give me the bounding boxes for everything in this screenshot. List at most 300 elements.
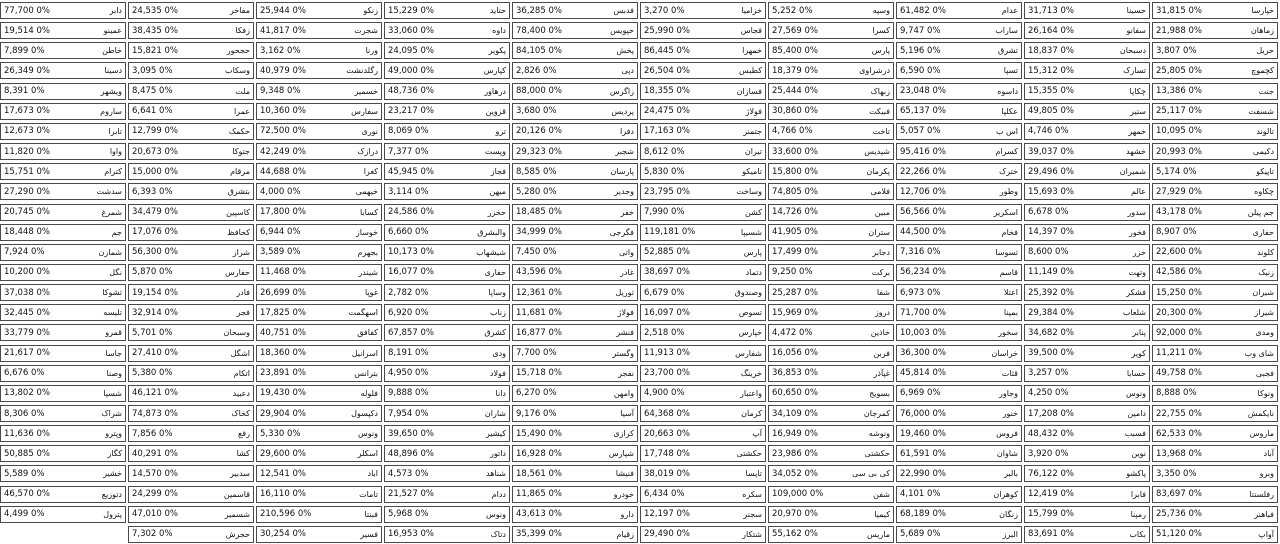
symbol-cell[interactable] bbox=[1152, 163, 1278, 180]
symbol-cell[interactable] bbox=[0, 183, 126, 200]
symbol-value-group bbox=[900, 86, 949, 96]
symbol-cell[interactable] bbox=[768, 103, 894, 120]
symbol-cell[interactable] bbox=[768, 365, 894, 382]
symbol-cell[interactable] bbox=[256, 264, 382, 281]
symbol-cell[interactable] bbox=[896, 143, 1022, 160]
symbol-cell[interactable] bbox=[1152, 365, 1278, 382]
symbol-cell[interactable] bbox=[512, 224, 638, 241]
symbol-cell[interactable] bbox=[1024, 385, 1150, 402]
symbol-cell[interactable] bbox=[896, 425, 1022, 442]
symbol-cell[interactable] bbox=[384, 445, 510, 462]
symbol-cell[interactable] bbox=[384, 304, 510, 321]
symbol-cell[interactable] bbox=[1152, 385, 1278, 402]
symbol-cell[interactable] bbox=[128, 385, 254, 402]
symbol-cell[interactable] bbox=[0, 244, 126, 261]
symbol-cell[interactable] bbox=[384, 22, 510, 39]
symbol-cell[interactable] bbox=[1152, 62, 1278, 79]
symbol-cell[interactable] bbox=[768, 385, 894, 402]
symbol-cell[interactable] bbox=[512, 445, 638, 462]
symbol-cell[interactable] bbox=[768, 425, 894, 442]
symbol-cell[interactable] bbox=[384, 123, 510, 140]
symbol-cell[interactable] bbox=[896, 103, 1022, 120]
symbol-cell[interactable] bbox=[1152, 405, 1278, 422]
symbol-cell[interactable] bbox=[0, 324, 126, 341]
symbol-cell[interactable] bbox=[0, 123, 126, 140]
symbol-cell[interactable] bbox=[128, 284, 254, 301]
symbol-cell[interactable] bbox=[0, 224, 126, 241]
symbol-cell[interactable] bbox=[640, 204, 766, 221]
symbol-cell[interactable] bbox=[1024, 506, 1150, 523]
symbol-cell[interactable] bbox=[1152, 22, 1278, 39]
symbol-value-group bbox=[900, 449, 949, 459]
symbol-cell[interactable] bbox=[640, 42, 766, 59]
symbol-cell[interactable] bbox=[1024, 365, 1150, 382]
symbol-cell[interactable] bbox=[256, 204, 382, 221]
symbol-cell[interactable] bbox=[0, 2, 126, 19]
symbol-cell[interactable] bbox=[768, 244, 894, 261]
symbol-cell[interactable] bbox=[384, 486, 510, 503]
symbol-cell[interactable] bbox=[0, 163, 126, 180]
symbol-cell[interactable] bbox=[1152, 506, 1278, 523]
symbol-cell[interactable] bbox=[512, 123, 638, 140]
symbol-cell[interactable] bbox=[256, 62, 382, 79]
symbol-cell[interactable] bbox=[512, 22, 638, 39]
symbol-cell[interactable] bbox=[256, 425, 382, 442]
symbol-cell[interactable] bbox=[896, 465, 1022, 482]
symbol-cell[interactable] bbox=[1152, 183, 1278, 200]
symbol-cell[interactable] bbox=[128, 183, 254, 200]
symbol-cell[interactable] bbox=[768, 345, 894, 362]
symbol-cell[interactable] bbox=[1152, 284, 1278, 301]
symbol-cell[interactable] bbox=[0, 445, 126, 462]
symbol-cell[interactable] bbox=[256, 2, 382, 19]
symbol-cell[interactable] bbox=[0, 204, 126, 221]
symbol-cell[interactable] bbox=[768, 486, 894, 503]
symbol-cell[interactable] bbox=[128, 22, 254, 39]
symbol-cell[interactable] bbox=[1152, 204, 1278, 221]
symbol-cell[interactable] bbox=[768, 324, 894, 341]
symbol-cell[interactable] bbox=[768, 465, 894, 482]
symbol-cell[interactable] bbox=[256, 143, 382, 160]
symbol-cell[interactable] bbox=[256, 526, 382, 543]
symbol-cell[interactable] bbox=[896, 284, 1022, 301]
symbol-cell[interactable] bbox=[896, 244, 1022, 261]
symbol-cell[interactable] bbox=[512, 365, 638, 382]
symbol-cell[interactable] bbox=[128, 345, 254, 362]
symbol-cell[interactable] bbox=[384, 465, 510, 482]
symbol-cell[interactable] bbox=[896, 526, 1022, 543]
symbol-name: کرمان bbox=[741, 409, 762, 418]
symbol-percent: 0% bbox=[676, 65, 690, 76]
symbol-cell[interactable] bbox=[1024, 486, 1150, 503]
symbol-cell[interactable] bbox=[1152, 465, 1278, 482]
symbol-cell[interactable] bbox=[896, 2, 1022, 19]
symbol-cell[interactable] bbox=[128, 425, 254, 442]
symbol-cell[interactable] bbox=[256, 103, 382, 120]
symbol-cell[interactable] bbox=[256, 244, 382, 261]
symbol-cell[interactable] bbox=[640, 2, 766, 19]
symbol-cell[interactable] bbox=[384, 224, 510, 241]
symbol-cell[interactable] bbox=[256, 324, 382, 341]
symbol-cell[interactable] bbox=[1152, 445, 1278, 462]
symbol-cell[interactable] bbox=[128, 83, 254, 100]
symbol-cell[interactable] bbox=[256, 304, 382, 321]
symbol-cell[interactable] bbox=[256, 385, 382, 402]
symbol-cell[interactable] bbox=[512, 465, 638, 482]
symbol-cell[interactable] bbox=[0, 143, 126, 160]
symbol-cell[interactable] bbox=[896, 486, 1022, 503]
symbol-cell[interactable] bbox=[512, 284, 638, 301]
symbol-cell[interactable] bbox=[384, 526, 510, 543]
symbol-percent: 0% bbox=[1060, 106, 1074, 117]
symbol-cell[interactable] bbox=[1152, 244, 1278, 261]
symbol-cell[interactable] bbox=[768, 183, 894, 200]
symbol-cell[interactable] bbox=[0, 425, 126, 442]
symbol-cell[interactable] bbox=[256, 465, 382, 482]
symbol-cell[interactable] bbox=[0, 22, 126, 39]
symbol-cell[interactable] bbox=[640, 405, 766, 422]
symbol-cell[interactable] bbox=[768, 445, 894, 462]
symbol-cell[interactable] bbox=[1024, 264, 1150, 281]
symbol-percent: 0% bbox=[1188, 529, 1202, 540]
symbol-cell[interactable] bbox=[768, 2, 894, 19]
symbol-cell[interactable] bbox=[640, 22, 766, 39]
symbol-cell[interactable] bbox=[1152, 143, 1278, 160]
symbol-cell[interactable] bbox=[1024, 324, 1150, 341]
symbol-cell[interactable] bbox=[1152, 103, 1278, 120]
symbol-cell[interactable] bbox=[256, 183, 382, 200]
symbol-cell[interactable] bbox=[768, 22, 894, 39]
symbol-cell[interactable] bbox=[1024, 183, 1150, 200]
symbol-cell[interactable] bbox=[640, 486, 766, 503]
symbol-cell[interactable] bbox=[0, 465, 126, 482]
symbol-cell[interactable] bbox=[0, 365, 126, 382]
symbol-cell[interactable] bbox=[384, 405, 510, 422]
symbol-cell[interactable] bbox=[640, 103, 766, 120]
symbol-cell[interactable] bbox=[1152, 324, 1278, 341]
symbol-percent: 0% bbox=[1188, 307, 1202, 318]
symbol-cell[interactable] bbox=[0, 284, 126, 301]
symbol-cell[interactable] bbox=[1152, 2, 1278, 19]
symbol-cell[interactable] bbox=[128, 324, 254, 341]
symbol-value: 109,000 bbox=[772, 489, 808, 500]
symbol-cell[interactable] bbox=[896, 42, 1022, 59]
symbol-cell[interactable] bbox=[640, 62, 766, 79]
symbol-cell[interactable] bbox=[384, 83, 510, 100]
symbol-percent: 0% bbox=[420, 207, 434, 217]
symbol-cell[interactable] bbox=[0, 304, 126, 321]
symbol-cell[interactable] bbox=[1024, 2, 1150, 19]
symbol-cell[interactable] bbox=[256, 163, 382, 180]
symbol-cell[interactable] bbox=[768, 83, 894, 100]
symbol-cell[interactable] bbox=[768, 204, 894, 221]
symbol-cell[interactable] bbox=[640, 123, 766, 140]
symbol-cell[interactable] bbox=[896, 365, 1022, 382]
symbol-value: 88,000 bbox=[516, 86, 546, 97]
symbol-cell[interactable] bbox=[768, 123, 894, 140]
symbol-cell[interactable] bbox=[256, 123, 382, 140]
symbol-cell[interactable] bbox=[1024, 22, 1150, 39]
symbol-cell[interactable] bbox=[512, 506, 638, 523]
symbol-cell[interactable] bbox=[896, 324, 1022, 341]
symbol-cell[interactable] bbox=[640, 324, 766, 341]
symbol-cell[interactable] bbox=[768, 42, 894, 59]
symbol-cell[interactable] bbox=[128, 143, 254, 160]
symbol-cell[interactable] bbox=[128, 224, 254, 241]
symbol-cell[interactable] bbox=[256, 224, 382, 241]
symbol-cell[interactable] bbox=[768, 284, 894, 301]
symbol-cell[interactable] bbox=[256, 486, 382, 503]
symbol-cell[interactable] bbox=[640, 506, 766, 523]
symbol-cell[interactable] bbox=[512, 425, 638, 442]
symbol-cell[interactable] bbox=[0, 486, 126, 503]
symbol-cell[interactable] bbox=[128, 405, 254, 422]
symbol-cell[interactable] bbox=[640, 83, 766, 100]
symbol-cell[interactable] bbox=[0, 42, 126, 59]
symbol-cell[interactable] bbox=[1024, 103, 1150, 120]
symbol-percent: 0% bbox=[164, 166, 178, 177]
symbol-cell[interactable] bbox=[256, 506, 382, 523]
symbol-cell[interactable] bbox=[512, 204, 638, 221]
symbol-cell[interactable] bbox=[512, 183, 638, 200]
symbol-cell[interactable] bbox=[512, 264, 638, 281]
symbol-cell[interactable] bbox=[1024, 163, 1150, 180]
symbol-cell[interactable] bbox=[1024, 465, 1150, 482]
symbol-cell[interactable] bbox=[1024, 224, 1150, 241]
symbol-cell[interactable] bbox=[1024, 42, 1150, 59]
symbol-percent: 0% bbox=[292, 106, 306, 117]
symbol-cell[interactable] bbox=[768, 264, 894, 281]
symbol-percent: 0% bbox=[36, 388, 50, 399]
symbol-value-group bbox=[516, 328, 565, 338]
symbol-cell[interactable] bbox=[384, 385, 510, 402]
symbol-cell[interactable] bbox=[384, 345, 510, 362]
symbol-value-group bbox=[516, 308, 565, 318]
symbol-cell[interactable] bbox=[256, 83, 382, 100]
symbol-cell[interactable] bbox=[0, 506, 126, 523]
symbol-cell[interactable] bbox=[896, 445, 1022, 462]
symbol-cell[interactable] bbox=[640, 304, 766, 321]
symbol-cell[interactable] bbox=[256, 405, 382, 422]
symbol-cell[interactable] bbox=[256, 42, 382, 59]
symbol-cell[interactable] bbox=[640, 264, 766, 281]
symbol-cell[interactable] bbox=[640, 244, 766, 261]
symbol-cell[interactable] bbox=[0, 345, 126, 362]
symbol-cell[interactable] bbox=[640, 526, 766, 543]
symbol-name: وبرو bbox=[1259, 469, 1274, 479]
symbol-cell[interactable] bbox=[1152, 526, 1278, 543]
symbol-name: سکره bbox=[742, 489, 762, 499]
symbol-value-group bbox=[644, 46, 693, 56]
symbol-name: عمینو bbox=[103, 26, 122, 36]
symbol-cell[interactable] bbox=[768, 304, 894, 321]
symbol-cell[interactable] bbox=[1152, 42, 1278, 59]
symbol-cell[interactable] bbox=[128, 264, 254, 281]
symbol-cell[interactable] bbox=[128, 62, 254, 79]
symbol-cell[interactable] bbox=[896, 506, 1022, 523]
symbol-cell[interactable] bbox=[0, 385, 126, 402]
symbol-cell[interactable] bbox=[1024, 425, 1150, 442]
symbol-cell[interactable] bbox=[128, 123, 254, 140]
symbol-cell[interactable] bbox=[512, 42, 638, 59]
symbol-cell[interactable] bbox=[512, 62, 638, 79]
symbol-cell[interactable] bbox=[768, 506, 894, 523]
symbol-cell[interactable] bbox=[1024, 445, 1150, 462]
symbol-cell[interactable] bbox=[384, 204, 510, 221]
symbol-cell[interactable] bbox=[256, 365, 382, 382]
symbol-value-group bbox=[644, 207, 688, 217]
symbol-value: 92,000 bbox=[1156, 327, 1186, 338]
symbol-cell[interactable] bbox=[128, 365, 254, 382]
symbol-cell[interactable] bbox=[0, 103, 126, 120]
symbol-cell[interactable] bbox=[1152, 83, 1278, 100]
symbol-cell[interactable] bbox=[128, 163, 254, 180]
symbol-cell[interactable] bbox=[512, 143, 638, 160]
symbol-cell[interactable] bbox=[1024, 83, 1150, 100]
symbol-cell[interactable] bbox=[384, 62, 510, 79]
symbol-cell[interactable] bbox=[512, 486, 638, 503]
symbol-cell[interactable] bbox=[1152, 486, 1278, 503]
symbol-name: نایکمش bbox=[1247, 409, 1274, 418]
symbol-cell[interactable] bbox=[896, 163, 1022, 180]
symbol-cell[interactable] bbox=[256, 345, 382, 362]
symbol-cell[interactable] bbox=[896, 83, 1022, 100]
symbol-cell[interactable] bbox=[128, 103, 254, 120]
symbol-cell[interactable] bbox=[384, 324, 510, 341]
symbol-name: مبین bbox=[874, 207, 890, 217]
symbol-cell[interactable] bbox=[128, 244, 254, 261]
symbol-cell[interactable] bbox=[1024, 526, 1150, 543]
symbol-percent: 0% bbox=[292, 146, 306, 157]
symbol-cell[interactable] bbox=[640, 143, 766, 160]
symbol-cell[interactable] bbox=[512, 345, 638, 362]
symbol-cell[interactable] bbox=[0, 62, 126, 79]
symbol-value: 3,807 bbox=[1156, 45, 1181, 56]
symbol-cell[interactable] bbox=[640, 345, 766, 362]
symbol-cell[interactable] bbox=[640, 445, 766, 462]
symbol-cell[interactable] bbox=[768, 163, 894, 180]
symbol-cell[interactable] bbox=[1024, 204, 1150, 221]
symbol-name: تسوص bbox=[738, 308, 762, 318]
symbol-cell[interactable] bbox=[384, 365, 510, 382]
symbol-cell[interactable] bbox=[896, 224, 1022, 241]
symbol-cell[interactable] bbox=[512, 526, 638, 543]
symbol-cell[interactable] bbox=[896, 62, 1022, 79]
symbol-cell[interactable] bbox=[384, 284, 510, 301]
symbol-cell[interactable] bbox=[1152, 224, 1278, 241]
symbol-cell[interactable] bbox=[384, 264, 510, 281]
symbol-cell[interactable] bbox=[1024, 304, 1150, 321]
symbol-cell[interactable] bbox=[1024, 244, 1150, 261]
symbol-cell[interactable] bbox=[512, 103, 638, 120]
symbol-value-group bbox=[4, 489, 53, 499]
symbol-cell[interactable] bbox=[1024, 62, 1150, 79]
symbol-cell[interactable] bbox=[0, 83, 126, 100]
symbol-value-group bbox=[772, 227, 821, 237]
symbol-value: 29,323 bbox=[516, 146, 546, 157]
symbol-cell[interactable] bbox=[1024, 284, 1150, 301]
symbol-cell[interactable] bbox=[512, 385, 638, 402]
symbol-cell[interactable] bbox=[896, 183, 1022, 200]
symbol-cell[interactable] bbox=[384, 103, 510, 120]
symbol-cell[interactable] bbox=[896, 405, 1022, 422]
symbol-cell[interactable] bbox=[512, 405, 638, 422]
symbol-cell[interactable] bbox=[896, 385, 1022, 402]
symbol-cell[interactable] bbox=[896, 22, 1022, 39]
symbol-cell[interactable] bbox=[896, 204, 1022, 221]
symbol-cell[interactable] bbox=[512, 304, 638, 321]
symbol-cell[interactable] bbox=[1152, 264, 1278, 281]
symbol-cell[interactable] bbox=[384, 506, 510, 523]
symbol-cell[interactable] bbox=[768, 143, 894, 160]
symbol-cell[interactable] bbox=[128, 304, 254, 321]
symbol-cell[interactable] bbox=[384, 2, 510, 19]
symbol-cell[interactable] bbox=[128, 526, 254, 543]
symbol-cell[interactable] bbox=[640, 425, 766, 442]
symbol-cell[interactable] bbox=[1152, 425, 1278, 442]
symbol-name: شسپا bbox=[103, 388, 122, 398]
symbol-cell[interactable] bbox=[1024, 345, 1150, 362]
symbol-cell[interactable] bbox=[1024, 405, 1150, 422]
symbol-cell[interactable] bbox=[640, 183, 766, 200]
symbol-cell[interactable] bbox=[1024, 143, 1150, 160]
symbol-cell[interactable] bbox=[640, 365, 766, 382]
symbol-name: حپویس bbox=[610, 26, 634, 36]
symbol-cell[interactable] bbox=[896, 345, 1022, 362]
symbol-cell[interactable] bbox=[640, 284, 766, 301]
symbol-cell[interactable] bbox=[128, 204, 254, 221]
symbol-cell[interactable] bbox=[1152, 345, 1278, 362]
symbol-cell[interactable] bbox=[256, 284, 382, 301]
symbol-cell[interactable] bbox=[896, 304, 1022, 321]
symbol-cell[interactable] bbox=[128, 445, 254, 462]
symbol-cell[interactable] bbox=[1152, 304, 1278, 321]
symbol-cell[interactable] bbox=[896, 264, 1022, 281]
symbol-cell[interactable] bbox=[768, 526, 894, 543]
symbol-cell[interactable] bbox=[896, 123, 1022, 140]
symbol-cell[interactable] bbox=[768, 224, 894, 241]
symbol-cell[interactable] bbox=[384, 143, 510, 160]
symbol-cell[interactable] bbox=[0, 264, 126, 281]
symbol-cell[interactable] bbox=[128, 465, 254, 482]
symbol-cell[interactable] bbox=[1152, 123, 1278, 140]
symbol-cell[interactable] bbox=[640, 465, 766, 482]
symbol-cell[interactable] bbox=[384, 425, 510, 442]
symbol-cell[interactable] bbox=[384, 42, 510, 59]
symbol-cell[interactable] bbox=[512, 324, 638, 341]
symbol-cell[interactable] bbox=[512, 2, 638, 19]
symbol-cell[interactable] bbox=[640, 385, 766, 402]
symbol-cell[interactable] bbox=[768, 62, 894, 79]
symbol-cell[interactable] bbox=[128, 486, 254, 503]
symbol-cell[interactable] bbox=[128, 42, 254, 59]
symbol-cell[interactable] bbox=[512, 163, 638, 180]
symbol-cell[interactable] bbox=[128, 506, 254, 523]
symbol-cell[interactable] bbox=[640, 163, 766, 180]
symbol-cell[interactable] bbox=[384, 183, 510, 200]
symbol-cell[interactable] bbox=[640, 224, 766, 241]
symbol-cell[interactable] bbox=[512, 83, 638, 100]
symbol-cell[interactable] bbox=[256, 445, 382, 462]
symbol-cell[interactable] bbox=[1024, 123, 1150, 140]
symbol-cell[interactable] bbox=[512, 244, 638, 261]
symbol-cell[interactable] bbox=[768, 405, 894, 422]
symbol-cell[interactable] bbox=[0, 405, 126, 422]
symbol-cell[interactable] bbox=[384, 163, 510, 180]
symbol-cell[interactable] bbox=[384, 244, 510, 261]
symbol-cell[interactable] bbox=[256, 22, 382, 39]
symbol-cell[interactable] bbox=[128, 2, 254, 19]
